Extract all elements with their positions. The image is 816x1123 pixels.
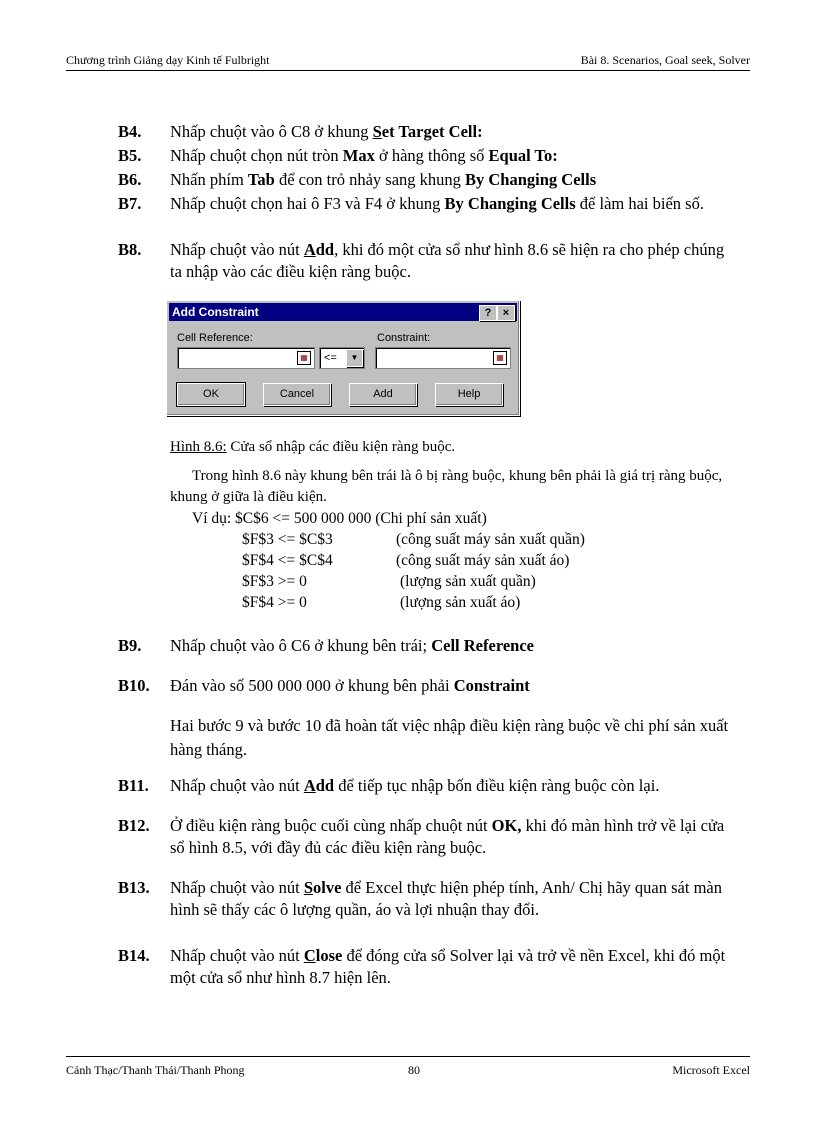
help-button[interactable]: Help bbox=[435, 383, 503, 406]
range-picker-icon[interactable]: ▦ bbox=[297, 351, 311, 365]
ok-button[interactable]: OK bbox=[177, 383, 245, 406]
add-button[interactable]: Add bbox=[349, 383, 417, 406]
example-note: (công suất máy sản xuất quần) bbox=[396, 531, 585, 548]
dialog-title: Add Constraint bbox=[172, 305, 259, 319]
add-constraint-dialog bbox=[166, 300, 520, 416]
chevron-down-icon[interactable]: ▼ bbox=[346, 349, 363, 367]
example-expr: $F$3 >= 0 bbox=[242, 573, 307, 590]
cancel-button[interactable]: Cancel bbox=[263, 383, 331, 406]
step-b5: B5. Nhấp chuột chọn nút tròn Max ở hàng thông số Equal To: bbox=[118, 146, 558, 165]
step-b11: B11. Nhấp chuột vào nút Add để tiếp tục nhập bốn điều kiện ràng buộc còn lại. bbox=[118, 776, 660, 795]
page-number: 80 bbox=[408, 1063, 420, 1077]
step-b6: B6. Nhấn phím Tab để con trỏ nhảy sang khung By Changing Cells bbox=[118, 170, 597, 189]
page-header bbox=[66, 50, 750, 71]
range-picker-icon[interactable]: ▦ bbox=[493, 351, 507, 365]
header-right: Bài 8. Scenarios, Goal seek, Solver bbox=[580, 53, 750, 67]
close-icon[interactable]: × bbox=[497, 305, 515, 321]
example-expr: $F$4 <= $C$4 bbox=[242, 552, 333, 569]
example-expr: $F$4 >= 0 bbox=[242, 594, 307, 611]
explanation-text: Trong hình 8.6 này khung bên trái là ô bị ràng buộc, khung bên phải là giá trị ràng buộc, khung ở giữa là điều kiện. bbox=[170, 468, 723, 505]
example-intro: Ví dụ: $C$6 <= 500 000 000 (Chi phí sản xuất) bbox=[192, 510, 487, 527]
header-left: Chương trình Giảng dạy Kinh tế Fulbright bbox=[66, 53, 270, 67]
step-b12: B12. Ở điều kiện ràng buộc cuối cùng nhấp chuột nút OK, khi đó màn hình trở về lại cửa sổ hình 8.5, với đầy đủ các điều kiện ràng buộc. bbox=[118, 816, 725, 857]
dialog-title-bar bbox=[169, 303, 517, 321]
step-b7: B7. Nhấp chuột chọn hai ô F3 và F4 ở khung By Changing Cells để làm hai biến số. bbox=[118, 194, 704, 213]
summary-paragraph: Hai bước 9 và bước 10 đã hoàn tất việc nhập điều kiện ràng buộc về chi phí sản xuất hàng tháng. bbox=[170, 716, 729, 759]
example-expr: $F$3 <= $C$3 bbox=[242, 531, 333, 548]
operator-select[interactable]: <= ▼ bbox=[319, 347, 365, 369]
cell-reference-input[interactable] bbox=[177, 347, 315, 369]
example-note: (công suất máy sản xuất áo) bbox=[396, 552, 570, 569]
step-b9: B9. Nhấp chuột vào ô C6 ở khung bên trái; Cell Reference bbox=[118, 636, 534, 655]
help-icon[interactable]: ? bbox=[479, 305, 497, 321]
step-b8: B8. Nhấp chuột vào nút Add, khi đó một cửa sổ như hình 8.6 sẽ hiện ra cho phép chúng ta nhập vào các điều kiện ràng buộc. bbox=[118, 240, 725, 281]
step-b13: B13. Nhấp chuột vào nút Solve để Excel thực hiện phép tính, Anh/ Chị hãy quan sát màn hình sẽ thấy các ô lượng quần, áo và lợi nhuận thay đổi. bbox=[118, 878, 722, 919]
footer-right: Microsoft Excel bbox=[672, 1063, 750, 1077]
constraint-input[interactable] bbox=[375, 347, 511, 369]
step-b4: B4. Nhấp chuột vào ô C8 ở khung Set Target Cell: bbox=[118, 122, 483, 141]
example-note: (lượng sản xuất quần) bbox=[400, 573, 536, 590]
page-footer bbox=[66, 1056, 750, 1078]
example-note: (lượng sản xuất áo) bbox=[400, 594, 521, 611]
step-b10: B10. Đán vào số 500 000 000 ở khung bên phải Constraint bbox=[118, 676, 530, 695]
cell-reference-label: Cell Reference: bbox=[177, 332, 253, 344]
figure-caption: Hình 8.6: Cửa sổ nhập các điều kiện ràng buộc. bbox=[170, 439, 456, 455]
footer-authors: Cảnh Thạc/Thanh Thái/Thanh Phong bbox=[66, 1063, 245, 1077]
step-b14: B14. Nhấp chuột vào nút Close để đóng cửa sổ Solver lại và trở về nền Excel, khi đó một một cửa sổ như hình 8.7 hiện lên. bbox=[118, 946, 726, 987]
constraint-label: Constraint: bbox=[377, 332, 431, 344]
